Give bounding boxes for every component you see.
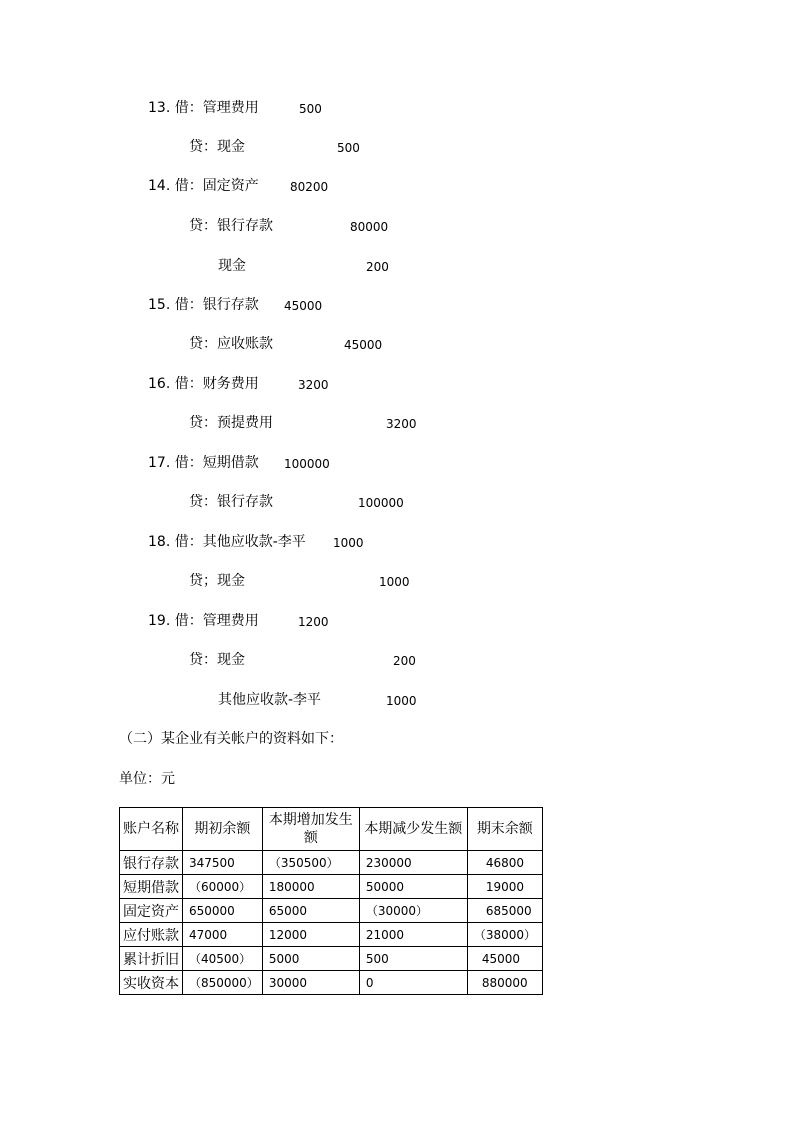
cell-decrease: 500 xyxy=(359,947,467,971)
cell-increase: 5000 xyxy=(262,947,359,971)
header-account-name: 账户名称 xyxy=(120,808,183,851)
cell-closing: 19000 xyxy=(467,875,542,899)
table-row xyxy=(120,947,543,971)
cell-increase: 30000 xyxy=(262,971,359,995)
cell-closing: （38000） xyxy=(467,923,542,947)
table-row xyxy=(120,851,543,875)
cell-opening: （60000） xyxy=(183,875,263,899)
cell-decrease: 21000 xyxy=(359,923,467,947)
cell-account: 应付账款 xyxy=(120,923,183,947)
cell-opening: 650000 xyxy=(183,899,263,923)
cell-increase: 180000 xyxy=(262,875,359,899)
entry-14-debit-amount: 80200 xyxy=(290,180,329,194)
entry-14-debit: 14. 借：固定资产 xyxy=(148,178,259,194)
entry-19-credit-2: 其他应收款-李平 xyxy=(218,692,322,708)
header-period-decrease: 本期减少发生额 xyxy=(359,808,467,851)
cell-decrease: 0 xyxy=(359,971,467,995)
cell-increase: 65000 xyxy=(262,899,359,923)
cell-closing: 45000 xyxy=(467,947,542,971)
entry-15-debit-amount: 45000 xyxy=(284,299,323,313)
cell-opening: （40500） xyxy=(183,947,263,971)
header-opening-balance: 期初余额 xyxy=(183,808,263,851)
entry-13-credit-amount: 500 xyxy=(337,141,360,155)
cell-decrease: （30000） xyxy=(359,899,467,923)
table-header-row xyxy=(120,808,543,851)
cell-closing: 880000 xyxy=(467,971,542,995)
entry-16-debit: 16. 借：财务费用 xyxy=(148,376,259,392)
entry-13-debit-amount: 500 xyxy=(299,102,322,116)
entry-15-debit: 15. 借：银行存款 xyxy=(148,297,259,313)
entry-16-credit: 贷：预提费用 xyxy=(189,415,273,431)
entry-14-credit-1-amount: 80000 xyxy=(350,220,389,234)
table-row xyxy=(120,923,543,947)
cell-account: 实收资本 xyxy=(120,971,183,995)
entry-18-credit-amount: 1000 xyxy=(379,575,410,589)
entry-17-debit: 17. 借：短期借款 xyxy=(148,455,259,471)
entry-13-credit: 贷：现金 xyxy=(189,139,245,155)
cell-increase: 12000 xyxy=(262,923,359,947)
entry-17-credit: 贷：银行存款 xyxy=(189,494,273,510)
table-row xyxy=(120,971,543,995)
unit-label: 单位：元 xyxy=(119,771,175,787)
entry-19-credit-1: 贷：现金 xyxy=(189,652,245,668)
cell-opening: （850000） xyxy=(183,971,263,995)
cell-decrease: 230000 xyxy=(359,851,467,875)
cell-account: 累计折旧 xyxy=(120,947,183,971)
cell-account: 银行存款 xyxy=(120,851,183,875)
cell-closing: 685000 xyxy=(467,899,542,923)
entry-19-debit-amount: 1200 xyxy=(298,615,329,629)
cell-opening: 47000 xyxy=(183,923,263,947)
account-table xyxy=(119,807,543,995)
entry-18-debit-amount: 1000 xyxy=(333,536,364,550)
entry-18-credit: 贷；现金 xyxy=(189,573,245,589)
entry-14-credit-2-amount: 200 xyxy=(366,260,389,274)
section-heading: （二）某企业有关帐户的资料如下： xyxy=(119,731,343,747)
table-row xyxy=(120,899,543,923)
cell-closing: 46800 xyxy=(467,851,542,875)
cell-increase: （350500） xyxy=(262,851,359,875)
entry-18-debit: 18. 借：其他应收款-李平 xyxy=(148,534,306,550)
entry-19-credit-2-amount: 1000 xyxy=(386,694,417,708)
header-closing-balance: 期末余额 xyxy=(467,808,542,851)
header-period-increase: 本期增加发生额 xyxy=(262,808,359,851)
cell-account: 固定资产 xyxy=(120,899,183,923)
cell-account: 短期借款 xyxy=(120,875,183,899)
entry-14-credit-2: 现金 xyxy=(218,258,246,274)
entry-15-credit-amount: 45000 xyxy=(344,338,383,352)
entry-17-credit-amount: 100000 xyxy=(358,496,404,510)
entry-14-credit-1: 贷：银行存款 xyxy=(189,218,273,234)
entry-16-credit-amount: 3200 xyxy=(386,417,417,431)
entry-15-credit: 贷：应收账款 xyxy=(189,336,273,352)
entry-19-debit: 19. 借：管理费用 xyxy=(148,613,259,629)
table-row xyxy=(120,875,543,899)
entry-16-debit-amount: 3200 xyxy=(298,378,329,392)
entry-13-debit: 13. 借：管理费用 xyxy=(148,100,259,116)
entry-17-debit-amount: 100000 xyxy=(284,457,330,471)
cell-opening: 347500 xyxy=(183,851,263,875)
cell-decrease: 50000 xyxy=(359,875,467,899)
entry-19-credit-1-amount: 200 xyxy=(393,654,416,668)
